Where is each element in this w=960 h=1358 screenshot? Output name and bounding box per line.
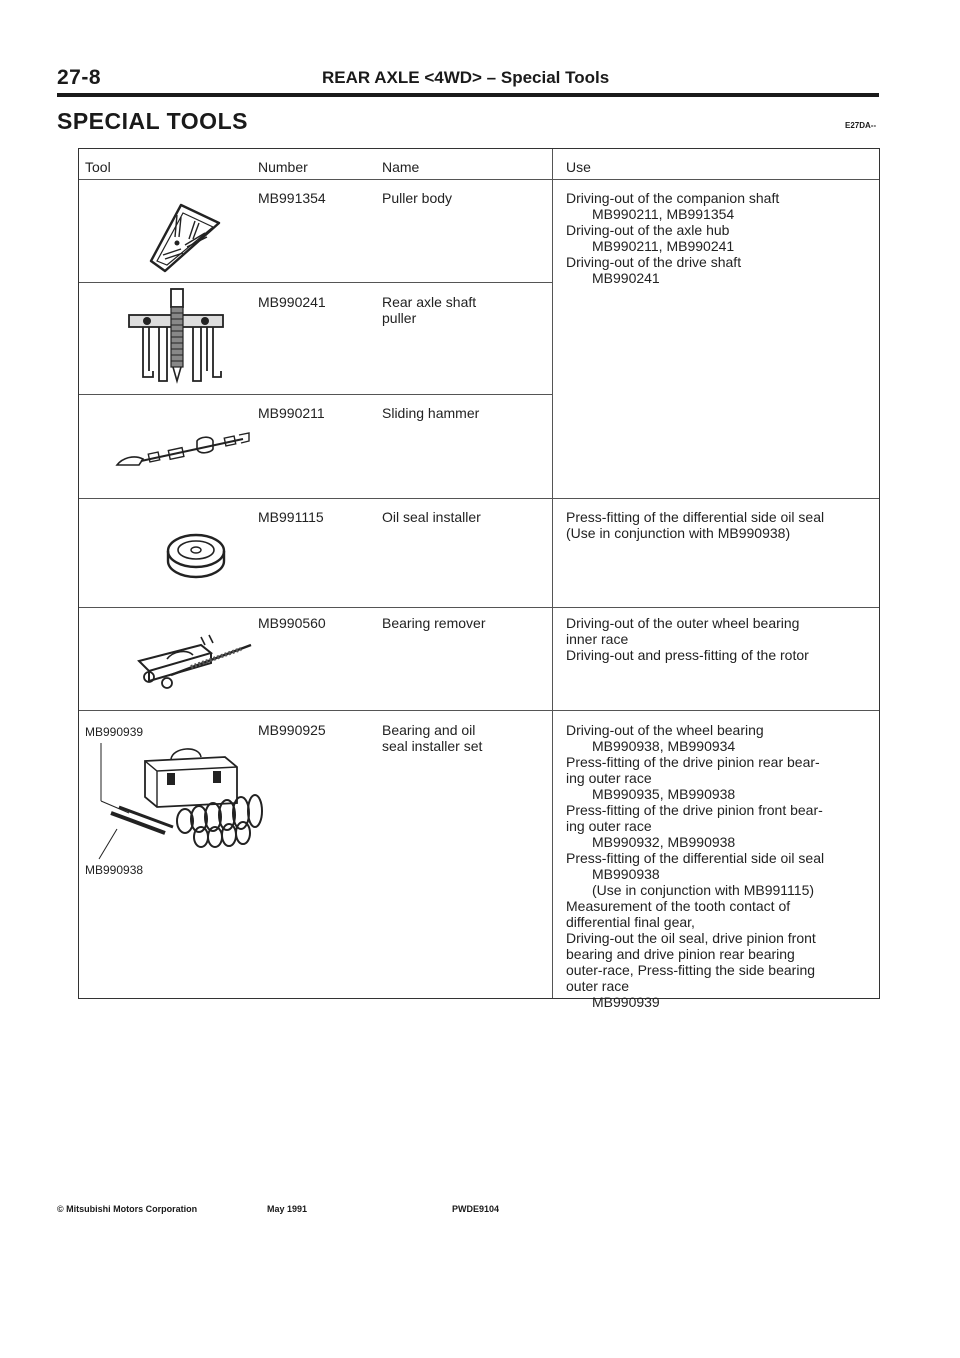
tool-name [382,294,476,326]
column-header-name: Name [382,159,420,175]
use-line: Press-fitting of the differential side oil seal [566,509,825,525]
tool-name-line: Oil seal installer [382,509,481,525]
use-line: Driving-out of the wheel bearing [566,722,764,738]
tool-name [382,615,486,631]
use-line: ing outer race [566,818,652,834]
use-line: MB990211, MB991354 [592,206,735,222]
callout-label: MB990939 [85,725,144,739]
use-line: bearing and drive pinion rear bearing [566,946,795,962]
page-header-title: REAR AXLE <4WD> – Special Tools [322,68,610,87]
row-divider [79,282,552,283]
use-line: Press-fitting of the drive pinion front bear- [566,802,823,818]
use-line: MB990932, MB990938 [592,834,736,850]
oil-seal-installer-icon [165,531,227,581]
use-line: Press-fitting of the drive pinion rear bear- [566,754,820,770]
tool-name [382,722,482,754]
rear-axle-shaft-puller-icon [121,285,231,391]
tool-name-line: Bearing remover [382,615,486,631]
column-divider [552,149,553,998]
sliding-hammer-icon [113,431,253,471]
footer-doc-code: PWDE9104 [452,1204,500,1214]
use-line: Press-fitting of the differential side oil seal [566,850,825,866]
tool-name-line: Rear axle shaft [382,294,477,310]
tool-number: MB990211 [258,405,325,421]
use-line: (Use in conjunction with MB991115) [592,882,815,898]
column-header-use: Use [566,159,591,175]
special-tools-table [78,148,880,1010]
use-line: MB990211, MB990241 [592,238,735,254]
row-divider [79,607,879,608]
row-divider [79,710,879,711]
header-divider [79,179,552,180]
use-line: Measurement of the tooth contact of [566,898,791,914]
footer-date: May 1991 [267,1204,308,1214]
footer-copyright: © Mitsubishi Motors Corporation [57,1204,198,1214]
tool-number: MB990925 [258,722,326,738]
use-group-pullers [566,190,876,286]
use-line: MB990935, MB990938 [592,786,736,802]
use-line: Driving-out of the companion shaft [566,190,780,206]
use-line: MB990241 [592,270,660,286]
tool-name-line: Sliding hammer [382,405,480,421]
header-rule [57,93,879,97]
tool-name [382,405,479,421]
use-line: Driving-out and press-fitting of the rotor [566,647,809,663]
use-group-bearing-remover [566,615,876,663]
tool-number: MB991354 [258,190,326,206]
use-line: ing outer race [566,770,652,786]
tool-number: MB990560 [258,615,326,631]
tool-name-line: puller [382,310,417,326]
use-line: Driving-out of the outer wheel bearing [566,615,800,631]
section-code: E27DA-- [845,121,877,130]
header-divider-use [552,179,879,180]
use-line: (Use in conjunction with MB990938) [566,525,791,541]
use-line: Driving-out of the drive shaft [566,254,742,270]
use-line: inner race [566,631,629,647]
column-header-number: Number [258,159,308,175]
bearing-installer-set-icon [89,737,269,861]
use-line: differential final gear, [566,914,695,930]
use-line: MB990938 [592,866,660,882]
row-divider [79,498,879,499]
tool-number: MB990241 [258,294,326,310]
use-group-installer-set [566,722,876,1010]
column-header-tool: Tool [85,159,111,175]
tool-name [382,190,452,206]
row-divider [79,394,552,395]
puller-body-icon [141,199,225,275]
use-group-oil-seal [566,509,876,541]
use-line: MB990939 [592,994,660,1010]
use-line: Driving-out the oil seal, drive pinion front [566,930,816,946]
tool-name-line: Bearing and oil [382,722,476,738]
tool-name-line: seal installer set [382,738,483,754]
bearing-remover-icon [131,631,257,693]
use-line: MB990938, MB990934 [592,738,736,754]
use-line: outer race [566,978,630,994]
tool-name-line: Puller body [382,190,453,206]
tool-number: MB991115 [258,509,324,525]
section-title: SPECIAL TOOLS [57,108,248,134]
use-line: Driving-out of the axle hub [566,222,730,238]
use-line: outer-race, Press-fitting the side bearing [566,962,816,978]
tool-name [382,509,481,525]
page-number: 27-8 [57,66,102,89]
callout-label: MB990938 [85,863,144,877]
